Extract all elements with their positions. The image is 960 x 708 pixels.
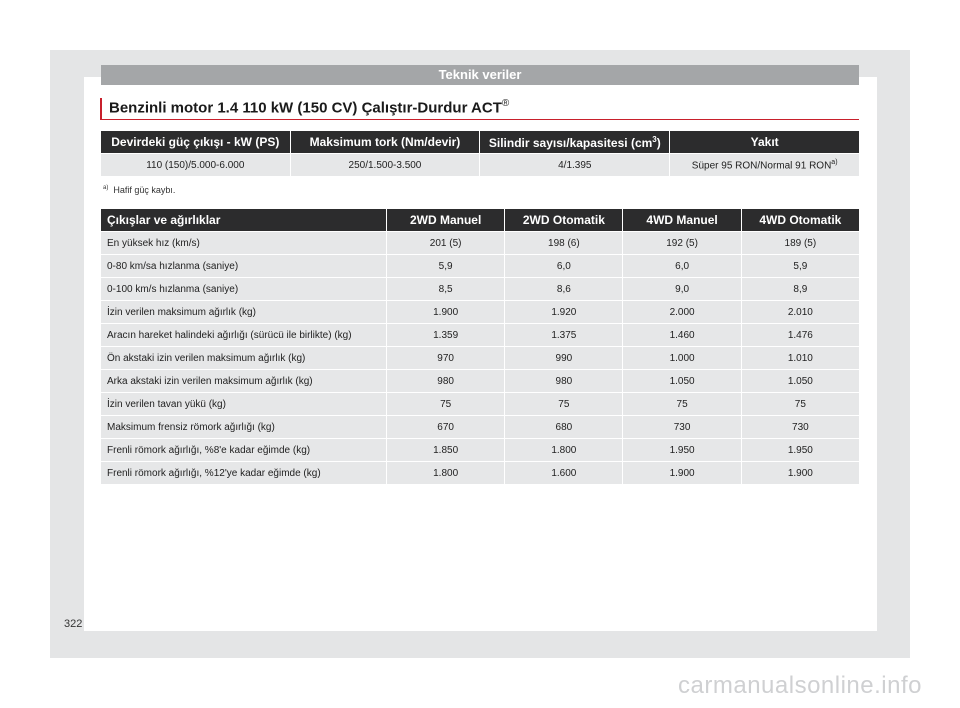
header-col-3: 4WD Manuel (623, 209, 740, 231)
fuel-footnote-ref: a) (831, 158, 838, 166)
row-label: Frenli römork ağırlığı, %12'ye kadar eğimde (kg) (101, 462, 386, 484)
table-cell: 6,0 (505, 255, 622, 277)
table-cell: 1.600 (505, 462, 622, 484)
header-power: Devirdeki güç çıkışı - kW (PS) (101, 131, 290, 153)
table-cell: 680 (505, 416, 622, 438)
table-cell: 1.920 (505, 301, 622, 323)
row-label: 0-80 km/sa hızlanma (saniye) (101, 255, 386, 277)
table-cell: 970 (387, 347, 504, 369)
engine-table (100, 130, 860, 177)
header-col-0: Çıkışlar ve ağırlıklar (101, 209, 386, 231)
watermark: carmanualsonline.info (678, 672, 922, 699)
row-label: 0-100 km/s hızlanma (saniye) (101, 278, 386, 300)
engine-table-header (101, 131, 859, 153)
header-torque: Maksimum tork (Nm/devir) (291, 131, 480, 153)
row-label: Frenli römork ağırlığı, %8'e kadar eğimde (kg) (101, 439, 386, 461)
table-cell: 75 (387, 393, 504, 415)
table-cell: 6,0 (623, 255, 740, 277)
table-row (101, 370, 859, 392)
table-cell: 1.950 (742, 439, 859, 461)
table-cell: 1.900 (623, 462, 740, 484)
table-row (101, 393, 859, 415)
engine-table-row (101, 154, 859, 176)
header-cylinders-text: Silindir sayısı/kapasitesi (cm (488, 135, 653, 150)
page-number: 322 (64, 618, 83, 630)
row-label: Ön akstaki izin verilen maksimum ağırlık (kg) (101, 347, 386, 369)
table-cell: 75 (742, 393, 859, 415)
table-cell: 201 (5) (387, 232, 504, 254)
table-cell: 198 (6) (505, 232, 622, 254)
table-cell: 730 (623, 416, 740, 438)
table-cell: 990 (505, 347, 622, 369)
table-cell: 1.800 (505, 439, 622, 461)
table-row (101, 462, 859, 484)
table-cell: 192 (5) (623, 232, 740, 254)
table-row (101, 255, 859, 277)
table-row (101, 324, 859, 346)
row-label: En yüksek hız (km/s) (101, 232, 386, 254)
table-cell: 1.050 (623, 370, 740, 392)
table-cell: 1.050 (742, 370, 859, 392)
header-cylinders-close: ) (656, 135, 661, 150)
table-row (101, 416, 859, 438)
table-row (101, 347, 859, 369)
cell-fuel (670, 154, 859, 176)
table-cell: 1.800 (387, 462, 504, 484)
table-cell: 9,0 (623, 278, 740, 300)
table-cell: 75 (505, 393, 622, 415)
table-cell: 670 (387, 416, 504, 438)
cell-cylinders: 4/1.395 (480, 154, 669, 176)
footnote-mark: a) (103, 185, 109, 191)
row-label: Arka akstaki izin verilen maksimum ağırlık (kg) (101, 370, 386, 392)
row-label: İzin verilen maksimum ağırlık (kg) (101, 301, 386, 323)
row-label: İzin verilen tavan yükü (kg) (101, 393, 386, 415)
section-title: Teknik veriler (101, 65, 859, 85)
header-col-1: 2WD Manuel (387, 209, 504, 231)
table-cell: 8,9 (742, 278, 859, 300)
table-cell: 730 (742, 416, 859, 438)
footnote (103, 185, 175, 195)
table-row (101, 301, 859, 323)
table-row (101, 278, 859, 300)
table-cell: 1.375 (505, 324, 622, 346)
table-cell: 5,9 (742, 255, 859, 277)
weights-table (100, 208, 860, 485)
weights-table-body (101, 232, 859, 484)
engine-heading (100, 98, 859, 120)
table-cell: 1.476 (742, 324, 859, 346)
table-cell: 8,5 (387, 278, 504, 300)
engine-heading-text: Benzinli motor 1.4 110 kW (150 CV) Çalıştır-Durdur ACT (109, 99, 502, 117)
table-cell: 1.000 (623, 347, 740, 369)
table-cell: 1.359 (387, 324, 504, 346)
header-cylinders-sup: 3 (652, 134, 657, 144)
table-cell: 1.950 (623, 439, 740, 461)
header-fuel: Yakıt (670, 131, 859, 153)
row-label: Aracın hareket halindeki ağırlığı (sürücü ile birlikte) (kg) (101, 324, 386, 346)
table-cell: 189 (5) (742, 232, 859, 254)
header-col-4: 4WD Otomatik (742, 209, 859, 231)
cell-fuel-text: Süper 95 RON/Normal 91 RON (691, 160, 832, 172)
table-cell: 1.850 (387, 439, 504, 461)
table-cell: 980 (387, 370, 504, 392)
footnote-text: Hafif güç kaybı. (113, 185, 176, 195)
table-cell: 980 (505, 370, 622, 392)
table-cell: 75 (623, 393, 740, 415)
table-cell: 1.460 (623, 324, 740, 346)
table-cell: 1.010 (742, 347, 859, 369)
header-col-2: 2WD Otomatik (505, 209, 622, 231)
table-cell: 2.000 (623, 301, 740, 323)
cell-torque: 250/1.500-3.500 (291, 154, 480, 176)
table-cell: 2.010 (742, 301, 859, 323)
cell-power: 110 (150)/5.000-6.000 (101, 154, 290, 176)
table-row (101, 439, 859, 461)
table-row (101, 232, 859, 254)
weights-table-header (101, 209, 859, 231)
registered-mark: ® (501, 98, 510, 109)
table-cell: 1.900 (742, 462, 859, 484)
row-label: Maksimum frensiz römork ağırlığı (kg) (101, 416, 386, 438)
table-cell: 8,6 (505, 278, 622, 300)
header-cylinders (480, 131, 669, 153)
table-cell: 1.900 (387, 301, 504, 323)
table-cell: 5,9 (387, 255, 504, 277)
